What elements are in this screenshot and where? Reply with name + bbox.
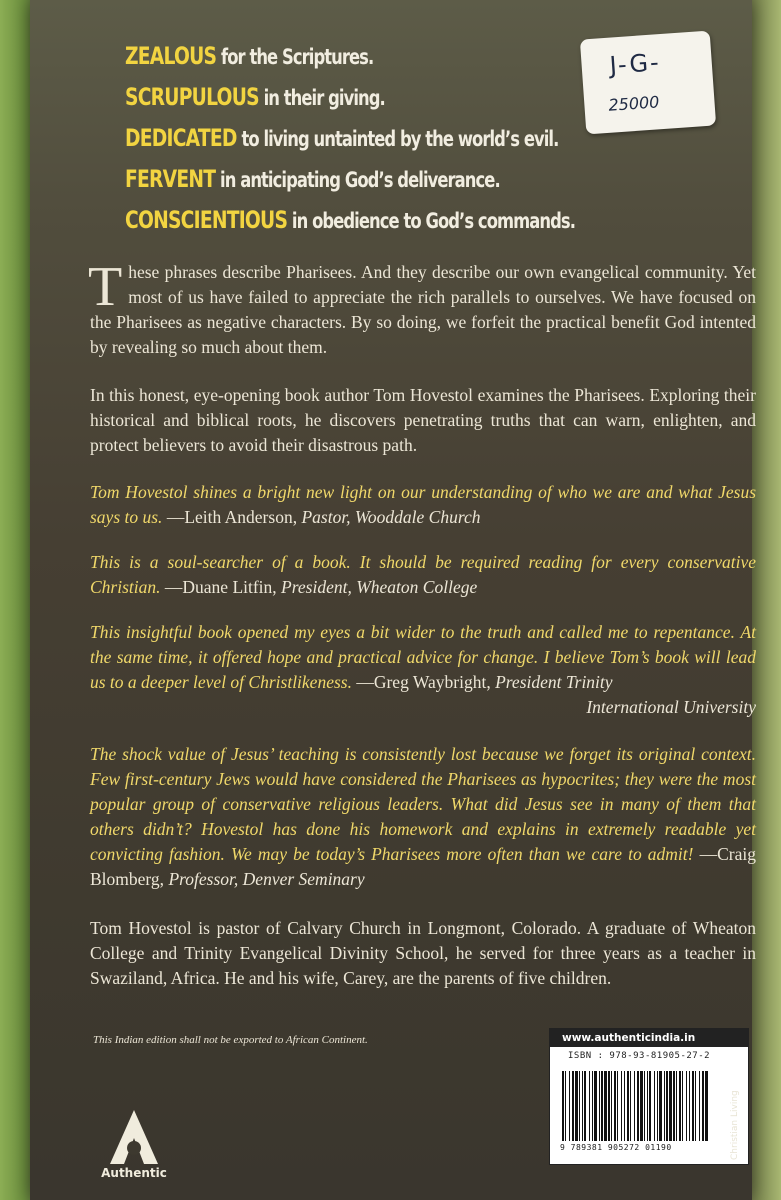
endorsement	[90, 480, 756, 530]
tagline-text: in their giving.	[263, 86, 385, 110]
tagline-keyword: FERVENT	[125, 165, 216, 193]
drop-cap: T	[88, 256, 123, 318]
category-label: Christian Living	[730, 1090, 740, 1160]
tagline-text: in anticipating God’s deliverance.	[220, 168, 500, 192]
endorsement-author: —Craig Blomberg,	[90, 844, 756, 889]
publisher-name: Authentic	[101, 1166, 167, 1180]
endorsement-role: Pastor, Wooddale Church	[301, 507, 481, 527]
barcode-digits: 9 789381 905272 01190	[560, 1143, 672, 1152]
endorsement-role-line2: International University	[586, 697, 756, 717]
endorsement-quote: The shock value of Jesus’ teaching is consistently lost because we forget its original context. Few first-century Jews would have considered the Pharisees as hypocrites; they were the most popular group of conservative religious leaders. What did Jesus see in many of them that others didn’t? Hovestol has done his homework and explains in extremely readable yet convicting fashion. We may be today’s Pharisees more often than we care to admit!	[90, 744, 756, 864]
price-sticker	[580, 31, 716, 135]
tagline-keyword: CONSCIENTIOUS	[125, 206, 288, 234]
author-bio: Tom Hovestol is pastor of Calvary Church in Longmont, Colorado. A graduate of Wheaton College and Trinity Evangelical Divinity School, he served for three years as a teacher in Swaziland, Africa. He and his wife, Carey, are the parents of five children.	[90, 918, 756, 988]
tagline-line	[125, 206, 575, 234]
sticker-price: 25000	[607, 92, 660, 115]
endorsement-author: —Greg Waybright,	[356, 672, 491, 692]
sticker-code: J-G-	[608, 48, 662, 80]
description-paragraph: In this honest, eye-opening book author Tom Hovestol examines the Pharisees. Exploring their historical and biblical roots, he discovers penetrating truths that can warn, enlighten, and protect believers to avoid their disastrous path.	[90, 385, 756, 455]
endorsement-role: Professor, Denver Seminary	[168, 869, 365, 889]
tagline-line	[125, 124, 558, 152]
isbn-label: ISBN : 978-93-81905-27-2	[568, 1051, 711, 1061]
tagline-keyword: SCRUPULOUS	[125, 83, 259, 111]
tagline-line	[125, 165, 500, 193]
endorsement-author: —Duane Litfin,	[164, 577, 277, 597]
endorsement	[90, 742, 756, 892]
barcode-icon	[560, 1071, 740, 1141]
website-url: www.authenticindia.in	[550, 1029, 748, 1047]
tagline-keyword: ZEALOUS	[125, 42, 217, 70]
endorsement-role: President Trinity	[495, 672, 613, 692]
tagline-line	[125, 83, 385, 111]
publisher-logo	[92, 1108, 182, 1188]
endorsement-quote: This insightful book opened my eyes a bit wider to the truth and called me to repentance. At the same time, it offered hope and practical advice for change. I believe Tom’s book will lead us to a deeper level of Christlikeness.	[90, 622, 756, 692]
intro-paragraph	[88, 256, 756, 360]
export-notice: This Indian edition shall not be exported to African Continent.	[93, 1034, 368, 1046]
endorsement-author: —Leith Anderson,	[166, 507, 298, 527]
endorsement	[90, 620, 756, 720]
endorsement-quote: Tom Hovestol shines a bright new light on our understanding of who we are and what Jesus says to us.	[90, 482, 756, 527]
tagline-text: to living untainted by the world’s evil.	[241, 127, 559, 151]
barcode-panel	[549, 1028, 749, 1165]
endorsement-role: President, Wheaton College	[281, 577, 478, 597]
tagline-text: for the Scriptures.	[221, 45, 374, 69]
tagline-line	[125, 42, 373, 70]
back-cover	[30, 0, 756, 1200]
authentic-logo-icon	[104, 1108, 164, 1166]
endorsement	[90, 550, 756, 600]
tagline-keyword: DEDICATED	[125, 124, 237, 152]
endorsement-quote: This is a soul-searcher of a book. It should be required reading for every conservative Christian.	[90, 552, 756, 597]
intro-text: hese phrases describe Pharisees. And they describe our own evangelical community. Yet most of us have failed to appreciate the rich parallels to ourselves. We have focused on the Pharisees as negative characters. By so doing, we forfeit the practical benefit God intented by revealing so much about them.	[90, 262, 756, 357]
tagline-text: in obedience to God’s commands.	[291, 209, 576, 233]
